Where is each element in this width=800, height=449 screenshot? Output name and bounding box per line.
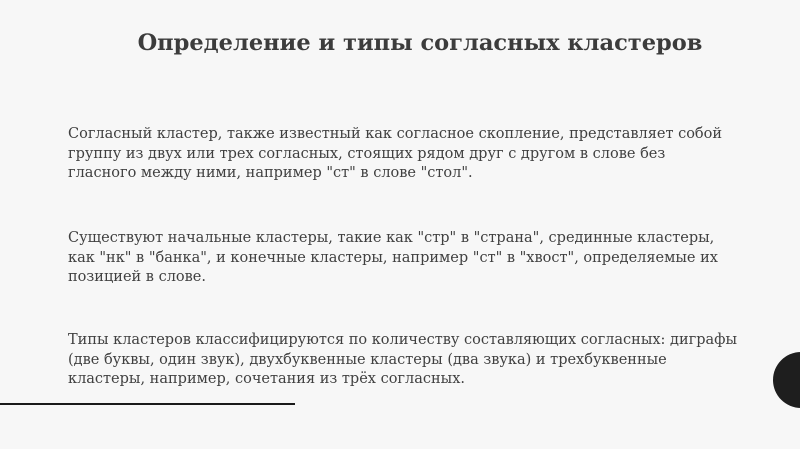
decorative-circle (773, 352, 800, 408)
decorative-divider-line (0, 403, 295, 405)
paragraph-positions: Существуют начальные кластеры, такие как "стр" в "страна", срединные кластеры, как "нк" в "банка", и конечные кластеры, например "ст" в "хвост", определяемые их позицией в слове. (68, 230, 718, 285)
slide-title: Определение и типы согласных кластеров (137, 30, 703, 56)
paragraph-definition: Согласный кластер, также известный как согласное скопление, представляет собой группу из двух или трех согласных, стоящих рядом друг с другом в слове без гласного между ними, например "ст" в слове "стол". (68, 126, 723, 181)
paragraph-types: Типы кластеров классифицируются по количеству составляющих согласных: диграфы (две буквы, один звук), двухбуквенные кластеры (два звука) и трехбуквенные кластеры, например, сочетания из трёх согласных. (68, 332, 738, 387)
